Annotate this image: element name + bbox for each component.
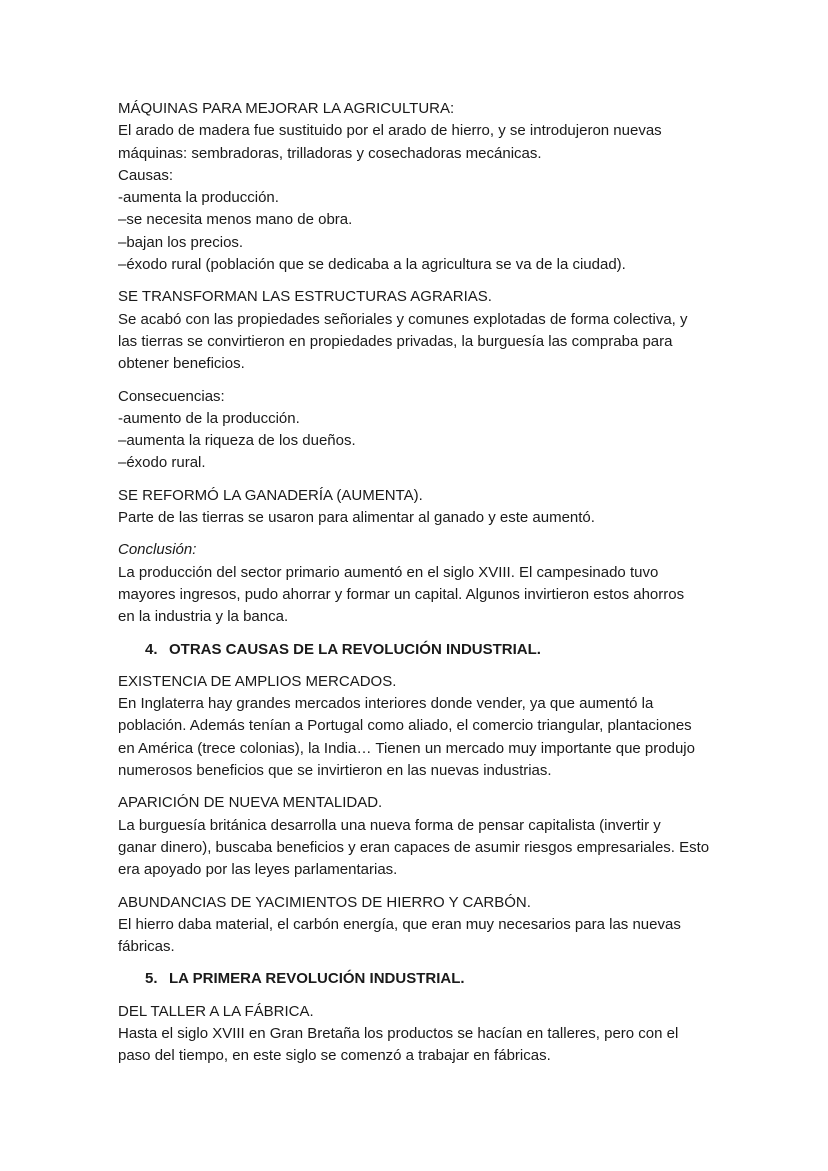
heading-5	[118, 968, 718, 990]
text-line: –se necesita menos mano de obra.	[118, 211, 353, 229]
text-line: -aumento de la producción.	[118, 409, 300, 427]
text-line: La producción del sector primario aumentó en el siglo XVIII. El campesinado tuvo	[118, 563, 659, 581]
text-line: en América (trece colonias), la India… Tienen un mercado muy importante que produjo	[118, 739, 695, 757]
section-title: ABUNDANCIAS DE YACIMIENTOS DE HIERRO Y CARBÓN.	[118, 893, 531, 911]
section-title: DEL TALLER A LA FÁBRICA.	[118, 1002, 314, 1020]
workshop-factory-section	[118, 1001, 718, 1068]
agriculture-machines-section	[118, 98, 718, 276]
section-title: APARICIÓN DE NUEVA MENTALIDAD.	[118, 794, 383, 812]
text-line: -aumenta la producción.	[118, 189, 279, 207]
text-line: Se acabó con las propiedades señoriales y comunes explotadas de forma colectiva, y	[118, 310, 688, 328]
section-title: SE TRANSFORMAN LAS ESTRUCTURAS AGRARIAS.	[118, 288, 492, 306]
text-line: En Inglaterra hay grandes mercados interiores donde vender, ya que aumentó la	[118, 695, 654, 713]
text-line: en la industria y la banca.	[118, 608, 289, 626]
section-title: Conclusión:	[118, 541, 197, 559]
heading-text: OTRAS CAUSAS DE LA REVOLUCIÓN INDUSTRIAL.	[169, 640, 541, 658]
text-line: –éxodo rural (población que se dedicaba a la agricultura se va de la ciudad).	[118, 256, 626, 274]
section-title: SE REFORMÓ LA GANADERÍA (AUMENTA).	[118, 486, 423, 504]
livestock-section	[118, 485, 718, 530]
text-line: ganar dinero), buscaba beneficios y eran capaces de asumir riesgos empresariales. Esto	[118, 838, 710, 856]
text-line: Hasta el siglo XVIII en Gran Bretaña los productos se hacían en talleres, pero con el	[118, 1024, 679, 1042]
text-line: El hierro daba material, el carbón energía, que eran muy necesarios para las nuevas	[118, 915, 681, 933]
text-line: Parte de las tierras se usaron para alimentar al ganado y este aumentó.	[118, 509, 595, 527]
heading-number: 5.	[145, 970, 158, 988]
text-line: paso del tiempo, en este siglo se comenzó a trabajar en fábricas.	[118, 1047, 551, 1065]
text-line: mayores ingresos, pudo ahorrar y formar un capital. Algunos invirtieron estos ahorros	[118, 585, 685, 603]
mentality-section	[118, 792, 718, 881]
text-line: era apoyado por las leyes parlamentarias.	[118, 861, 398, 879]
text-line: numerosos beneficios que se invirtieron en las nuevas industrias.	[118, 762, 552, 780]
heading-4	[118, 639, 718, 661]
text-line: El arado de madera fue sustituido por el arado de hierro, y se introdujeron nuevas	[118, 122, 662, 140]
text-line: –éxodo rural.	[118, 454, 206, 472]
text-line: Causas:	[118, 166, 174, 184]
text-line: fábricas.	[118, 938, 175, 956]
text-line: La burguesía británica desarrolla una nueva forma de pensar capitalista (invertir y	[118, 816, 661, 834]
consequences-list	[118, 386, 718, 475]
text-line: población. Además tenían a Portugal como aliado, el comercio triangular, plantaciones	[118, 717, 692, 735]
heading-number: 4.	[145, 640, 158, 658]
section-title: EXISTENCIA DE AMPLIOS MERCADOS.	[118, 672, 397, 690]
heading-text: LA PRIMERA REVOLUCIÓN INDUSTRIAL.	[169, 970, 465, 988]
document-page	[118, 98, 718, 1078]
text-line: obtener beneficios.	[118, 355, 245, 373]
agrarian-structures-section	[118, 286, 718, 375]
markets-section	[118, 671, 718, 782]
section-title: Consecuencias:	[118, 387, 225, 405]
text-line: –aumenta la riqueza de los dueños.	[118, 432, 356, 450]
text-line: las tierras se convirtieron en propiedades privadas, la burguesía las compraba para	[118, 332, 673, 350]
text-line: –bajan los precios.	[118, 233, 244, 251]
conclusion-section	[118, 539, 718, 628]
iron-coal-section	[118, 892, 718, 959]
section-title: MÁQUINAS PARA MEJORAR LA AGRICULTURA:	[118, 100, 455, 117]
text-line: máquinas: sembradoras, trilladoras y cosechadoras mecánicas.	[118, 144, 542, 162]
